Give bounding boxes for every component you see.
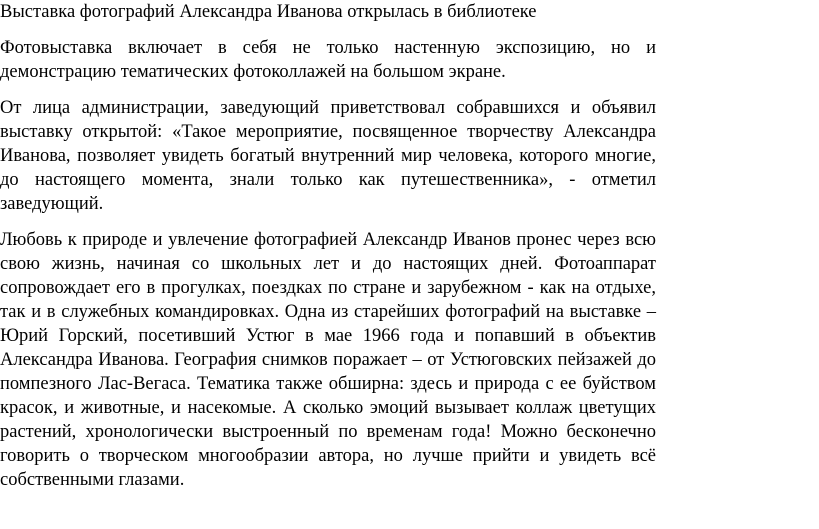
paragraph-2: От лица администрации, заведующий приветствовал собравшихся и объявил выставку открытой: «Такое мероприятие, посвященное творчеству Александра Иванова, позволяет увидеть богатый внутренний мир человека, которого многие, до настоящего момента, знали только как путешественника», - отметил заведующий.	[0, 98, 656, 214]
article-title: Выставка фотографий Александра Иванова открылась в библиотеке	[0, 2, 537, 22]
paragraph-3: Любовь к природе и увлечение фотографией Александр Иванов пронес через всю свою жизнь, начиная со школьных лет и до настоящих дней. Фотоаппарат сопровождает его в прогулках, поездках по стране и зарубежном - как на отдыхе, так и в служебных командировках. Одна из старейших фотографий на выставке – Юрий Горский, посетивший Устюг в мае 1966 года и попавший в объектив Александра Иванова. География снимков поражает – от Устюговских пейзажей до помпезного Лас-Вегаса. Тематика также обширна: здесь и природа с ее буйством красок, и животные, и насекомые. А сколько эмоций вызывает коллаж цветущих растений, хронологически выстроенный по временам года! Можно бесконечно говорить о творческом многообразии автора, но лучше прийти и увидеть всё собственными глазами.	[0, 230, 656, 490]
paragraph-1: Фотовыставка включает в себя не только настенную экспозицию, но и демонстрацию тематических фотоколлажей на большом экране.	[0, 38, 656, 82]
